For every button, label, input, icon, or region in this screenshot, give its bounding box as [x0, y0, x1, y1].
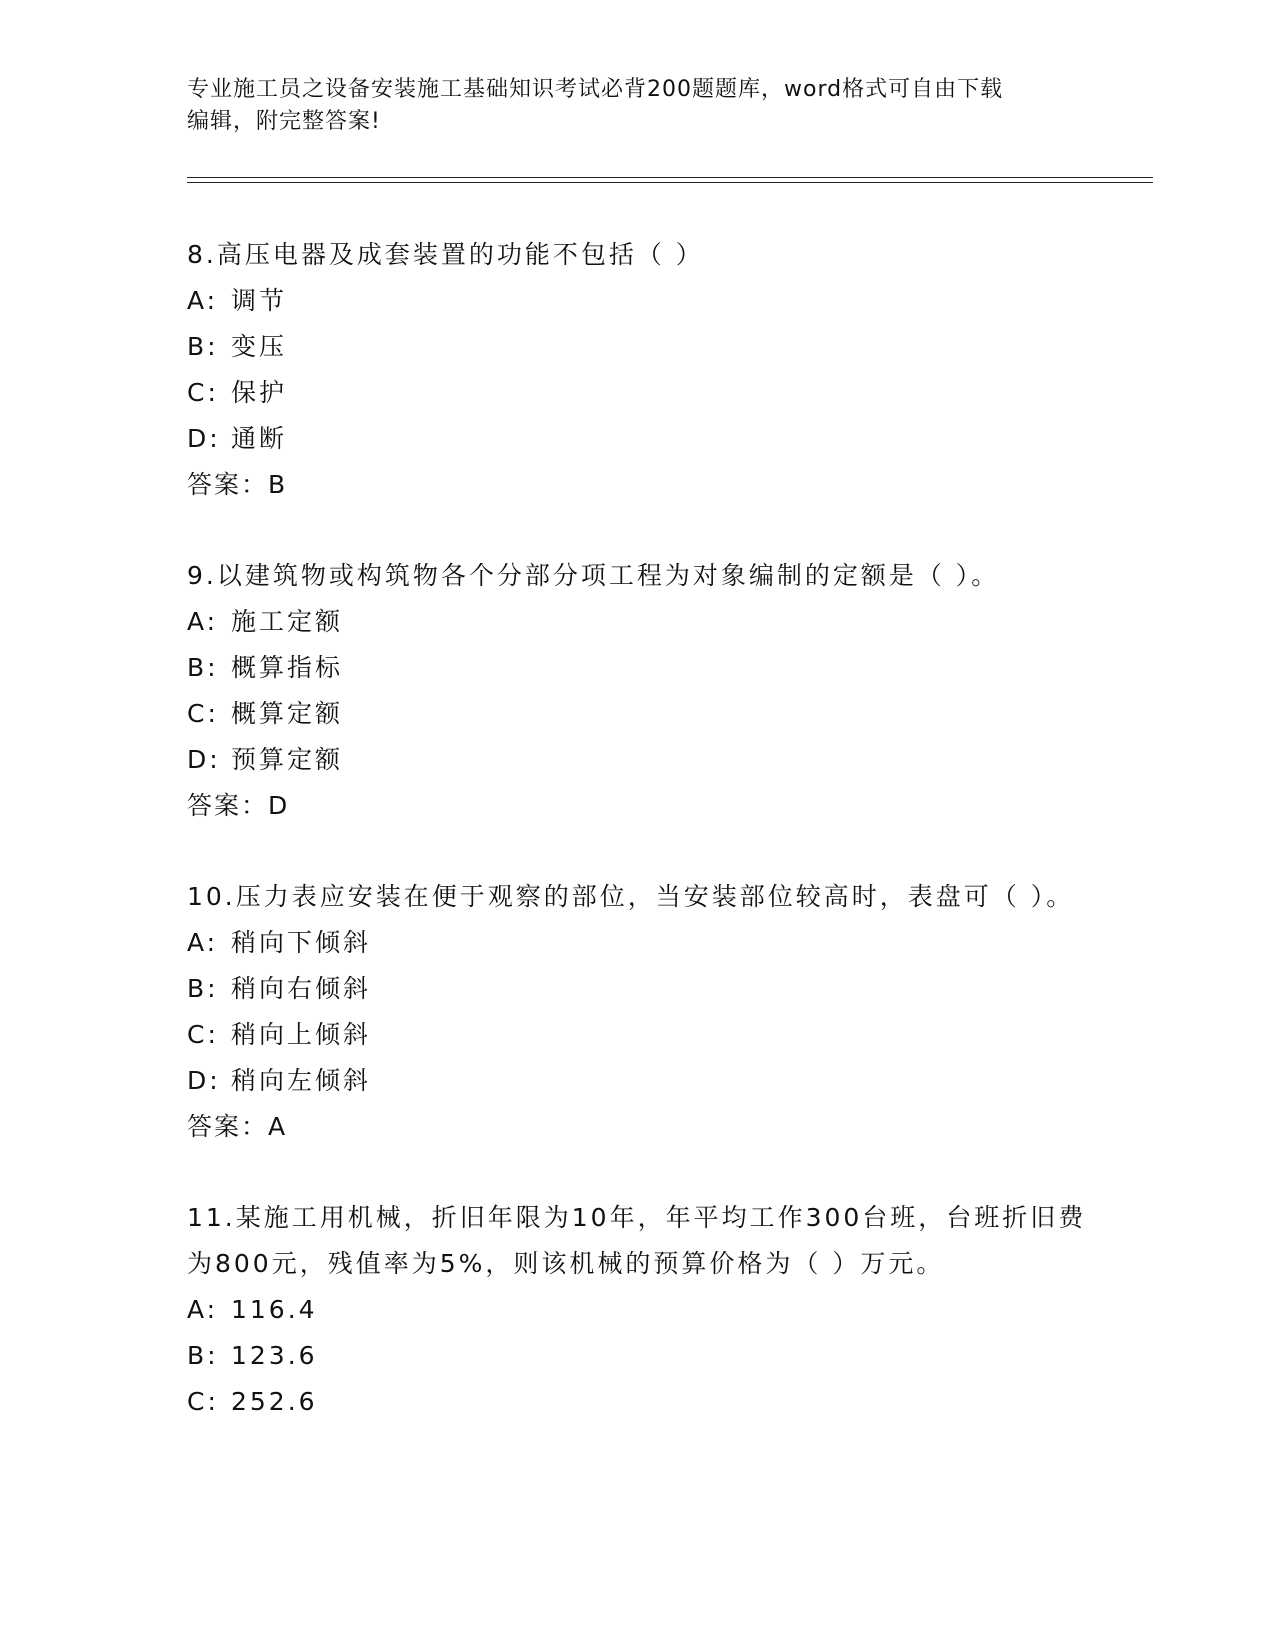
option-text: 变压 — [231, 332, 288, 361]
option-letter: C: — [187, 1020, 219, 1049]
option-text: 施工定额 — [231, 607, 344, 636]
question-10 — [187, 874, 1087, 1150]
option-c — [187, 370, 1087, 416]
option-letter: B: — [187, 1341, 219, 1370]
option-d — [187, 1058, 1087, 1104]
option-a — [187, 599, 1087, 645]
option-b — [187, 966, 1087, 1012]
header-divider-bottom — [187, 182, 1153, 183]
option-text: 116.4 — [231, 1295, 318, 1324]
option-text: 稍向右倾斜 — [231, 974, 372, 1003]
option-letter: B: — [187, 974, 219, 1003]
option-text: 稍向左倾斜 — [231, 1066, 372, 1095]
option-letter: A: — [187, 286, 219, 315]
option-letter: A: — [187, 1295, 219, 1324]
answer-line: 答案：D — [187, 791, 290, 820]
option-d — [187, 737, 1087, 783]
question-text: 8.高压电器及成套装置的功能不包括（ ） — [187, 240, 704, 269]
option-a — [187, 278, 1087, 324]
option-letter: C: — [187, 378, 219, 407]
option-letter: B: — [187, 332, 219, 361]
option-text: 预算定额 — [231, 745, 344, 774]
document-header — [187, 74, 1067, 138]
answer-line: 答案：B — [187, 470, 288, 499]
option-b — [187, 324, 1087, 370]
option-c — [187, 691, 1087, 737]
question-text: 11.某施工用机械，折旧年限为10年，年平均工作300台班，台班折旧费为800元，残值率为5%，则该机械的预算价格为（ ）万元。 — [187, 1203, 1087, 1278]
option-d — [187, 416, 1087, 462]
option-letter: B: — [187, 653, 219, 682]
question-8 — [187, 232, 1087, 508]
option-text: 稍向上倾斜 — [231, 1020, 372, 1049]
option-letter: C: — [187, 1387, 219, 1416]
option-text: 通断 — [231, 424, 288, 453]
question-list — [187, 232, 1087, 1470]
header-divider-top — [187, 177, 1153, 178]
question-text: 9.以建筑物或构筑物各个分部分项工程为对象编制的定额是（ ）。 — [187, 561, 1000, 590]
option-text: 稍向下倾斜 — [231, 928, 372, 957]
option-b — [187, 1333, 1087, 1379]
option-c — [187, 1012, 1087, 1058]
option-text: 概算指标 — [231, 653, 344, 682]
option-letter: C: — [187, 699, 219, 728]
option-c — [187, 1379, 1087, 1425]
question-text: 10.压力表应安装在便于观察的部位，当安装部位较高时，表盘可（ ）。 — [187, 882, 1075, 911]
header-line-1: 专业施工员之设备安装施工基础知识考试必背200题题库，word格式可自由下载 — [187, 77, 1004, 102]
option-a — [187, 1287, 1087, 1333]
answer-line: 答案：A — [187, 1112, 288, 1141]
question-11 — [187, 1195, 1087, 1425]
option-letter: D: — [187, 1066, 221, 1095]
option-letter: A: — [187, 607, 219, 636]
header-line-2: 编辑，附完整答案! — [187, 109, 381, 134]
option-letter: A: — [187, 928, 219, 957]
question-9 — [187, 553, 1087, 829]
option-text: 概算定额 — [231, 699, 344, 728]
option-text: 123.6 — [231, 1341, 318, 1370]
option-letter: D: — [187, 745, 221, 774]
option-text: 保护 — [231, 378, 288, 407]
option-text: 调节 — [231, 286, 288, 315]
option-a — [187, 920, 1087, 966]
option-b — [187, 645, 1087, 691]
option-text: 252.6 — [231, 1387, 318, 1416]
option-letter: D: — [187, 424, 221, 453]
